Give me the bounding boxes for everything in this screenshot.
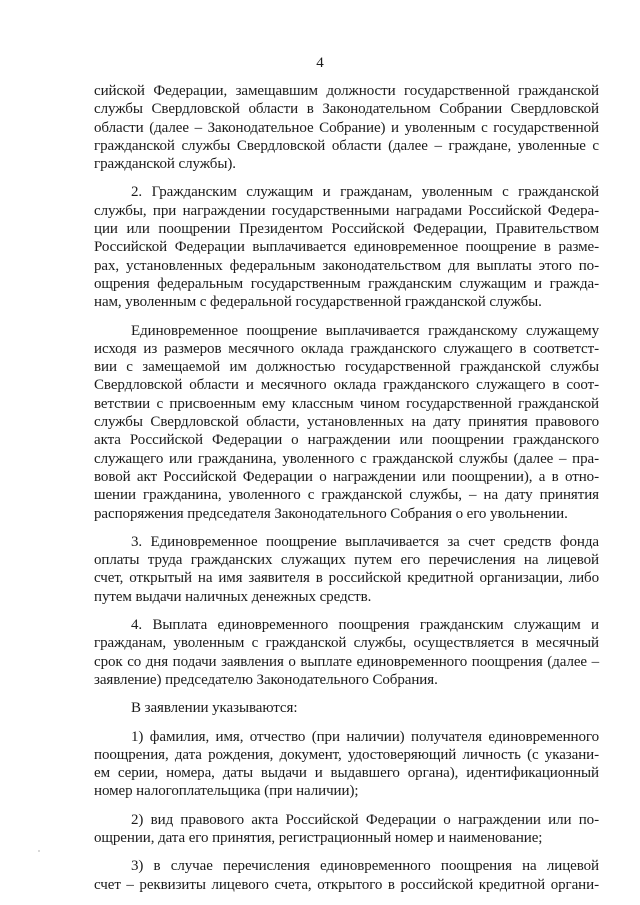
text-line: ветствии с присвоенным ему классным чином государственной гражданской [94,395,599,412]
text-line: служащего или гражданина, уволенного с гражданской службы (далее – пра- [94,450,599,467]
text-line: ции или поощрении Президентом Российской Федерации, Правительством [94,221,599,238]
text-line: вии с замещаемой им должностью государственной гражданской службы [94,359,599,376]
text-line: 3) в случае перечисления единовременного поощрения на лицевой [131,858,599,875]
text-line: номер налогоплательщика (при наличии); [94,783,359,800]
text-line: счет – реквизиты лицевого счета, открытого в российской кредитной органи- [94,876,599,893]
text-line: сийской Федерации, замещавшим должности государственной гражданской [94,83,599,99]
text-line: рах, установленных федеральным законодательством для выплаты этого по- [94,257,599,274]
paragraph-item-3 [94,533,599,606]
text-line: Единовременное поощрение выплачивается гражданскому служащему [131,322,599,339]
text-line: службы Свердловской области в Законодательном Собрании Свердловской [94,101,599,118]
text-line: срок со дня подачи заявления о выплате единовременного поощрения (далее – [94,653,599,670]
text-line: акта Российской Федерации о награждении или поощрении гражданского [94,432,599,449]
text-line: области (далее – Законодательное Собрание) и уволенным с государственной [94,119,599,136]
text-line: Свердловской области и месячного оклада гражданского служащего в соот- [94,377,599,394]
text-line: службы Свердловской области, установленных на дату принятия правового [94,414,599,431]
paragraph-continuation [94,82,599,173]
text-line: ощрении, дата его принятия, регистрационный номер и наименование; [94,829,543,846]
text-line: гражданской службы Свердловской области (далее – граждане, уволенные с [94,137,599,154]
page-number: 4 [316,55,324,71]
document-body [94,82,599,894]
text-line: счет, открытый на имя заявителя в российской кредитной организации, либо [94,570,599,587]
text-line: Российской Федерации выплачивается единовременное поощрение в разме- [94,239,599,256]
text-line: распоряжения председателя Законодательного Собрания о его увольнении. [94,505,568,522]
paragraph-statement-intro [94,699,599,717]
paragraph-subitem-3 [94,857,599,894]
paragraph-bonus-basis [94,322,599,523]
text-line: вовой акт Российской Федерации о награждении или поощрении), а в отно- [94,468,599,485]
text-line: 2) вид правового акта Российской Федерации о награждении или по- [131,811,599,828]
paragraph-subitem-2 [94,811,599,848]
text-line: шении гражданина, уволенного с гражданской службы, – на дату принятия [94,487,599,504]
text-line: гражданской службы). [94,156,236,173]
paragraph-subitem-1 [94,728,599,801]
text-line: 2. Гражданским служащим и гражданам, уволенным с гражданской [131,184,599,201]
text-line: В заявлении указываются: [131,700,298,717]
text-line: нам, уволенным с федеральной государственной гражданской службы. [94,294,542,311]
paragraph-item-4 [94,616,599,689]
text-line: ощрения федеральным государственным гражданским служащим и гражда- [94,275,599,292]
text-line: 1) фамилия, имя, отчество (при наличии) получателя единовременного [131,728,599,745]
text-line: ем серии, номера, даты выдачи и выдавшего органа), идентификационный [94,765,599,782]
text-line: оплаты труда гражданских служащих путем его перечисления на лицевой [94,552,599,569]
paragraph-item-2 [94,183,599,311]
text-line: 4. Выплата единовременного поощрения гражданским служащим и [131,617,599,634]
text-line: исходя из размеров месячного оклада гражданского служащего в соответст- [94,340,599,357]
text-line: заявление) председателю Законодательного Собрания. [94,671,438,688]
text-line: гражданам, уволенным с гражданской службы, осуществляется в месячный [94,635,599,652]
text-line: 3. Единовременное поощрение выплачивается за счет средств фонда [131,533,599,550]
text-line: службы, при награждении государственными наградами Российской Федера- [94,202,599,219]
text-line: поощрения, дата рождения, документ, удостоверяющий личность (с указани- [94,746,599,763]
scan-speck [38,850,40,852]
text-line: путем выдачи наличных денежных средств. [94,588,372,605]
